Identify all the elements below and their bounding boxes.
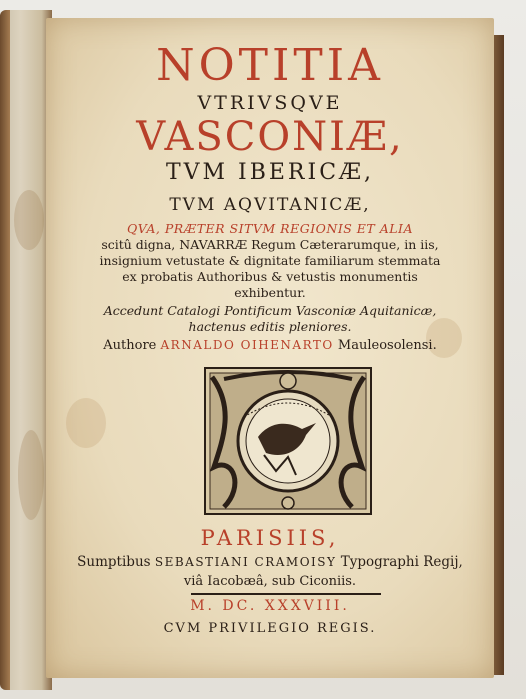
title-ibericae: TVM IBERICÆ, bbox=[165, 160, 375, 185]
imprint-suffix: Typographi Regij, bbox=[340, 554, 463, 570]
title-page bbox=[46, 18, 494, 678]
subtitle-line-5: exhibentur. bbox=[234, 285, 306, 300]
imprint-city: PARISIIS, bbox=[200, 526, 340, 550]
royal-privilege: CVM PRIVILEGIO REGIS. bbox=[163, 621, 377, 636]
title-aquitanicae: TVM AQVITANICÆ, bbox=[169, 195, 371, 215]
spine-edge bbox=[0, 10, 10, 690]
imprint-printer-name: SEBASTIANI CRAMOISY bbox=[154, 555, 337, 569]
subtitle-line-4: ex probatis Authoribus & vetustis monumentis bbox=[122, 269, 418, 284]
printers-device-stork-icon bbox=[204, 367, 372, 515]
title-notitia: NOTITIA bbox=[156, 40, 384, 91]
author-name: ARNALDO OIHENARTO bbox=[160, 338, 334, 352]
subtitle-line-2: scitû digna, NAVARRÆ Regum Cæterarumque, in iis, bbox=[101, 237, 439, 252]
subtitle-line-1: QVA, PRÆTER SITVM REGIONIS ET ALIA bbox=[126, 221, 414, 236]
imprint-street: viâ Iacobæâ, sub Ciconiis. bbox=[183, 574, 357, 589]
author-prefix: Authore bbox=[103, 338, 157, 353]
catalogue-note-1: Accedunt Catalogi Pontificum Vasconiæ Aquitanicæ, bbox=[103, 303, 437, 318]
title-vtriusque: VTRIVSQVE bbox=[197, 92, 343, 114]
imprint-publisher bbox=[46, 554, 494, 570]
publication-year: M. DC. XXXVIII. bbox=[190, 598, 350, 614]
catalogue-note-2: hactenus editis pleniores. bbox=[188, 319, 352, 334]
author-line bbox=[46, 338, 494, 353]
foxing-stain bbox=[66, 398, 106, 448]
cover-stain bbox=[14, 190, 44, 250]
cover-stain bbox=[18, 430, 44, 520]
subtitle-line-3: insignium vetustate & dignitate familiarum stemmata bbox=[99, 253, 441, 268]
title-vasconiae: VASCONIÆ, bbox=[136, 114, 404, 160]
divider-rule bbox=[191, 593, 381, 595]
book-cover-left bbox=[0, 10, 52, 690]
author-suffix: Mauleosolensi. bbox=[337, 338, 437, 353]
imprint-prefix: Sumptibus bbox=[77, 554, 151, 570]
